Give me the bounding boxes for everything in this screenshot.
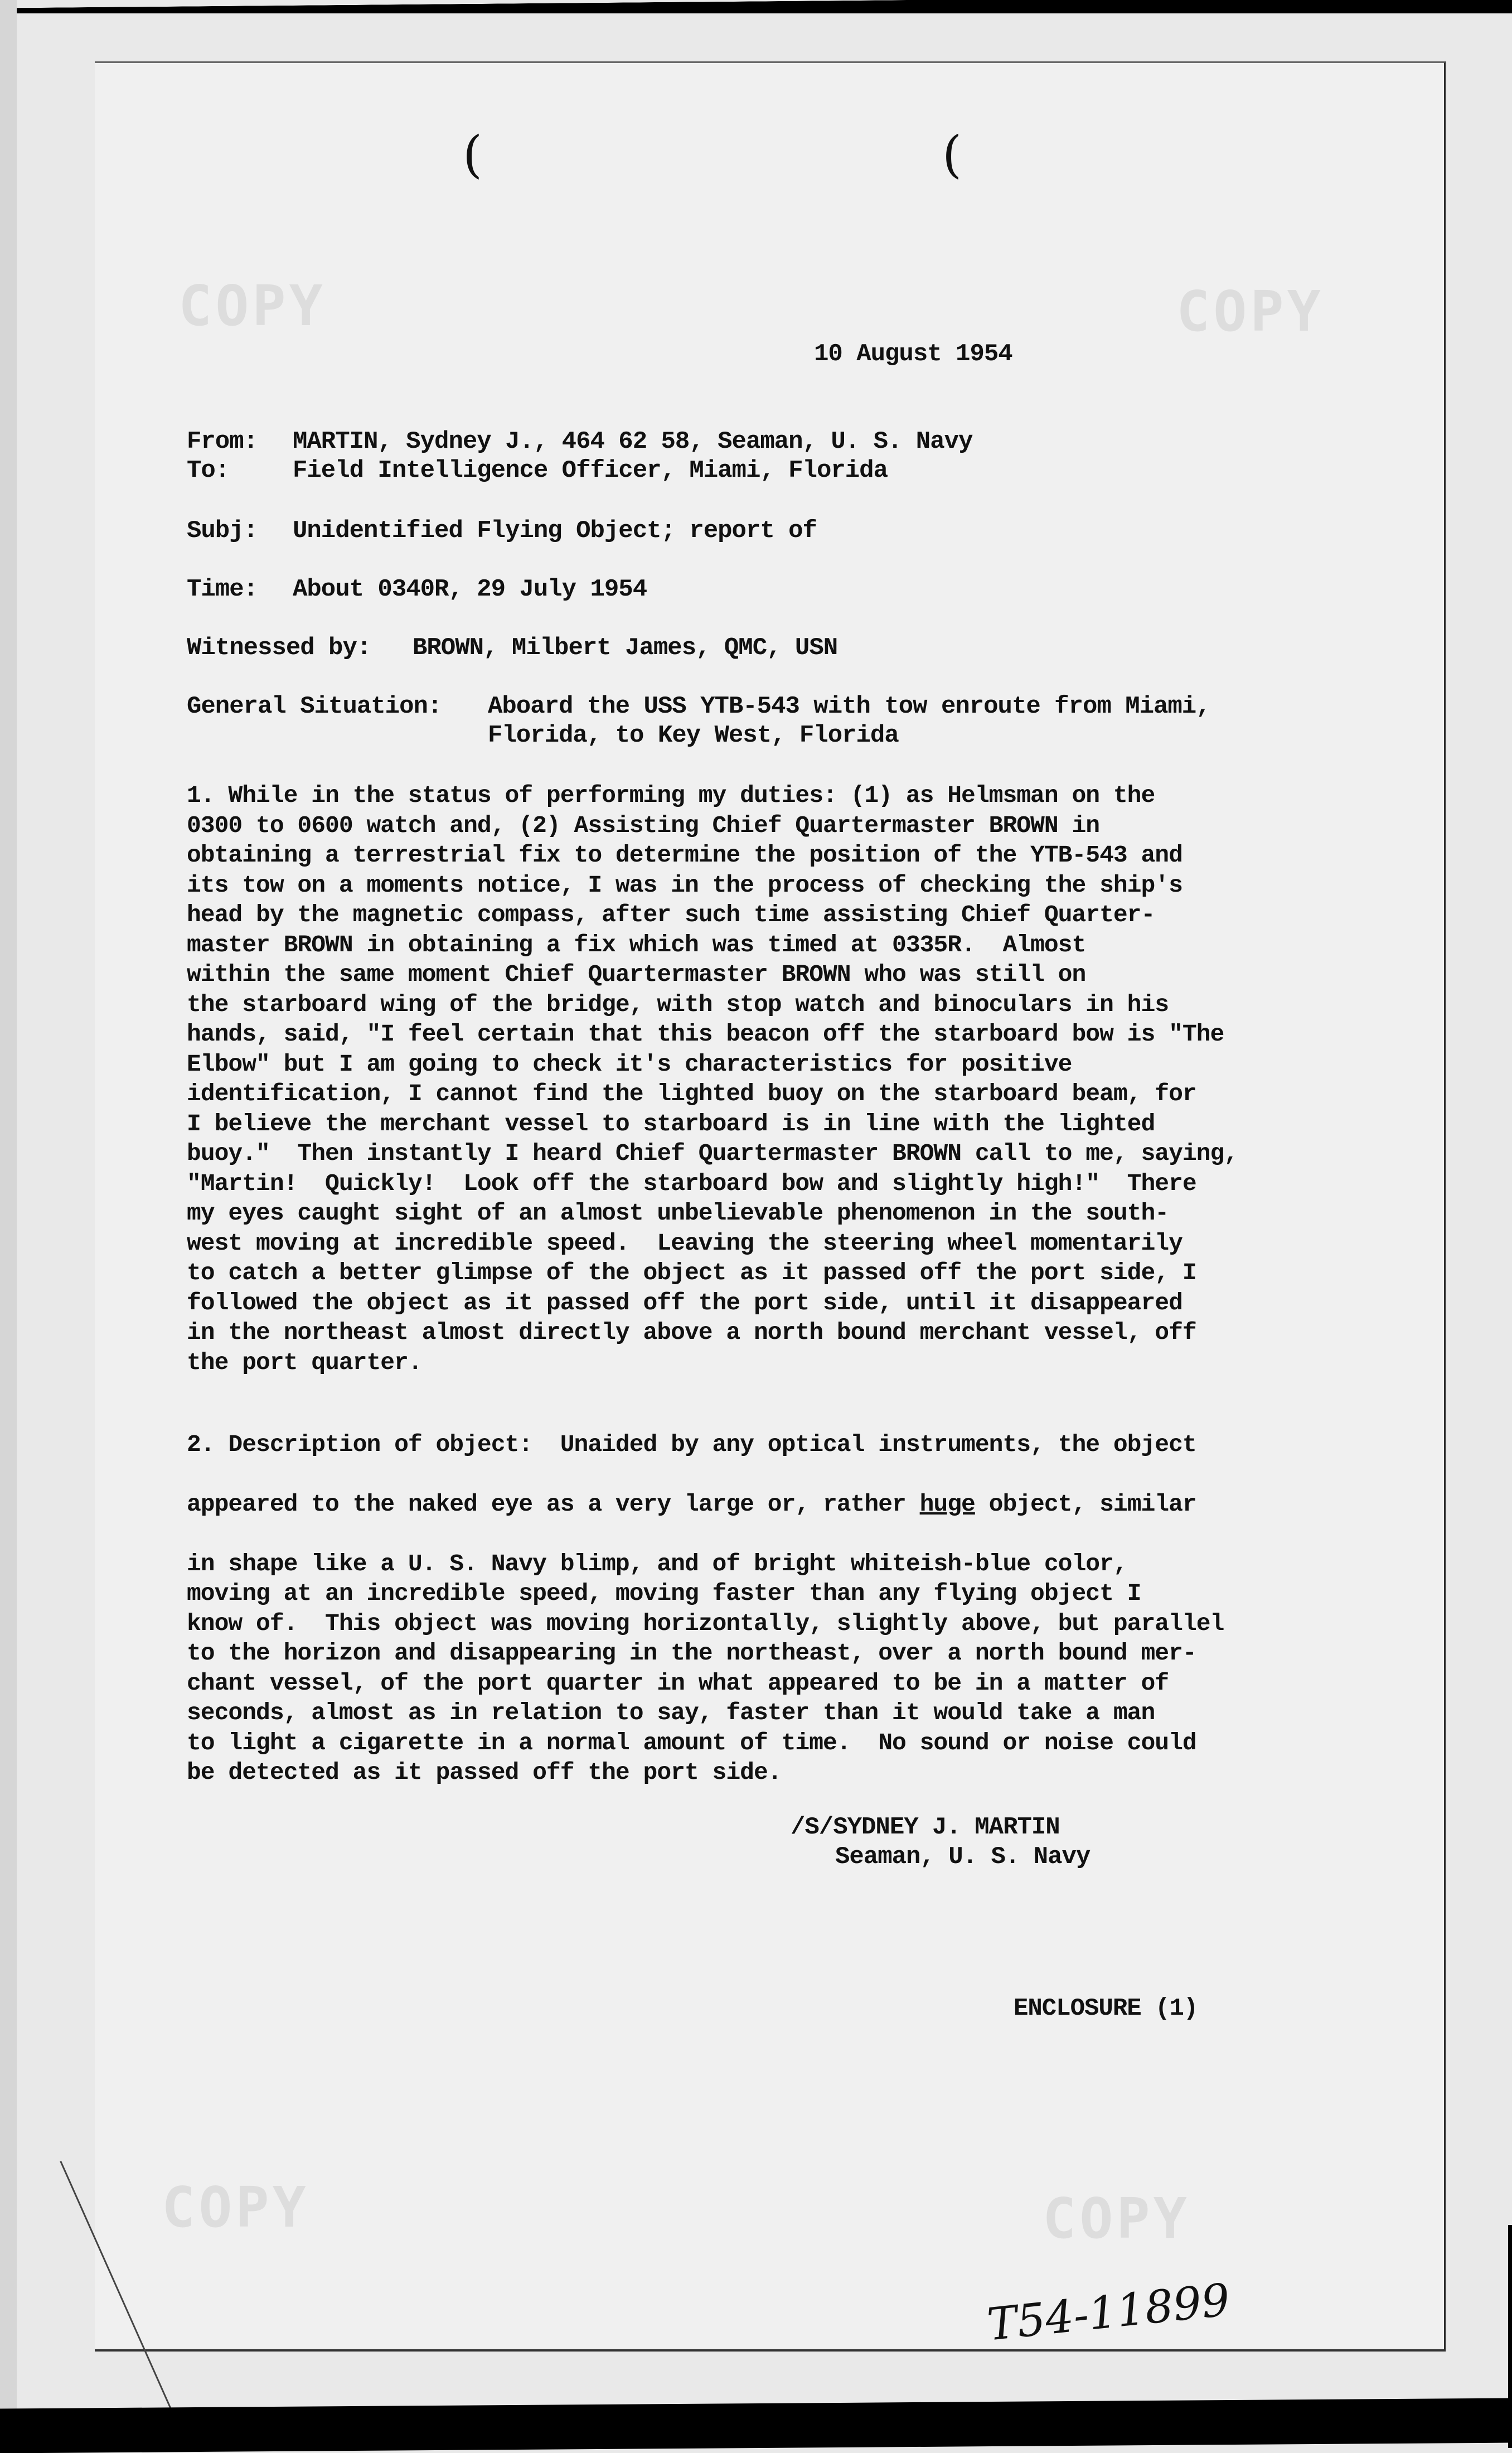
paragraph-1-line: within the same moment Chief Quartermaster BROWN who was still on (187, 961, 1086, 988)
scan-left-edge (0, 0, 17, 2448)
paragraph-2-rest (187, 1549, 1224, 1788)
paragraph-1-line: identification, I cannot find the lighted buoy on the starboard beam, for (187, 1080, 1196, 1107)
subject-label: Subj: (187, 517, 258, 545)
paragraph-2-line: in shape like a U. S. Navy blimp, and of bright whiteish-blue color, (187, 1550, 1127, 1578)
document-date: 10 August 1954 (814, 340, 1012, 368)
handwritten-file-number: T54-11899 (985, 2273, 1233, 2351)
from-line (187, 427, 972, 457)
paragraph-1-line: to catch a better glimpse of the object as it passed off the port side, I (187, 1259, 1196, 1286)
situation-value-line-2: Florida, to Key West, Florida (488, 722, 899, 749)
to-line (187, 456, 888, 486)
paragraph-2-line: chant vessel, of the port quarter in what appeared to be in a matter of (187, 1669, 1169, 1697)
paragraph-1-line: I believe the merchant vessel to starboard is in line with the lighted (187, 1110, 1155, 1138)
time-line (187, 574, 647, 604)
paragraph-2-line: to the horizon and disappearing in the northeast, over a north bound mer- (187, 1639, 1196, 1667)
witness-label: Witnessed by: (187, 634, 371, 662)
paragraph-2-line: seconds, almost as in relation to say, faster than it would take a man (187, 1699, 1155, 1726)
scan-bottom-border (0, 2398, 1512, 2453)
from-value: MARTIN, Sydney J., 464 62 58, Seaman, U. S. Navy (293, 428, 973, 456)
paragraph-2-line: know of. This object was moving horizontally, slightly above, but parallel (187, 1609, 1224, 1637)
paragraph-2-line: moving at an incredible speed, moving faster than any flying object I (187, 1580, 1141, 1607)
subject-value: Unidentified Flying Object; report of (293, 517, 817, 545)
situation-value-line-1: Aboard the USS YTB-543 with tow enroute from Miami, (488, 693, 1210, 720)
paragraph-1-line: my eyes caught sight of an almost unbelievable phenomenon in the south- (187, 1199, 1169, 1227)
paragraph-1-line: head by the magnetic compass, after such time assisting Chief Quarter- (187, 901, 1155, 928)
copy-watermark: COPY (1043, 2186, 1190, 2251)
paragraph-2-text: object, similar (975, 1490, 1196, 1518)
scan-right-border (1508, 2225, 1512, 2448)
enclosure-label: ENCLOSURE (1) (1014, 1995, 1198, 2023)
binder-hole-mark-right: ( (942, 125, 962, 184)
paragraph-1-line: "Martin! Quickly! Look off the starboard bow and slightly high!" There (187, 1169, 1196, 1197)
paragraph-2-line (187, 1489, 1224, 1520)
paragraph-1-line: west moving at incredible speed. Leaving the steering wheel momentarily (187, 1229, 1183, 1257)
scan-top-border (0, 0, 1512, 13)
copy-watermark: COPY (162, 2175, 309, 2240)
signature-name: /S/SYDNEY J. MARTIN (791, 1813, 1060, 1841)
witness-value: BROWN, Milbert James, QMC, USN (413, 634, 838, 662)
paragraph-1-line: hands, said, "I feel certain that this beacon off the starboard bow is "The (187, 1020, 1224, 1048)
paragraph-2-text: appeared to the naked eye as a very large or, rather (187, 1490, 920, 1518)
paragraph-1-line: the port quarter. (187, 1348, 422, 1376)
from-label: From: (187, 428, 258, 456)
paragraph-1-line: Elbow" but I am going to check it's characteristics for positive (187, 1050, 1072, 1078)
paragraph-1-line: master BROWN in obtaining a fix which was timed at 0335R. Almost (187, 931, 1086, 959)
paragraph-1-line: the starboard wing of the bridge, with stop watch and binoculars in his (187, 990, 1169, 1018)
to-label: To: (187, 457, 230, 485)
paragraph-1-line: in the northeast almost directly above a north bound merchant vessel, off (187, 1319, 1196, 1346)
paragraph-1-line: followed the object as it passed off the port side, until it disappeared (187, 1289, 1183, 1317)
signature-title: Seaman, U. S. Navy (835, 1843, 1091, 1871)
binder-hole-mark-left: ( (463, 125, 483, 184)
paragraph-1-line: obtaining a terrestrial fix to determine the position of the YTB-543 and (187, 841, 1183, 869)
paragraph-1-line: 0300 to 0600 watch and, (2) Assisting Chief Quartermaster BROWN in (187, 811, 1100, 839)
to-value: Field Intelligence Officer, Miami, Florida (293, 457, 888, 485)
subject-line (187, 516, 817, 546)
paragraph-2 (187, 1400, 1224, 1817)
underlined-word: huge (919, 1490, 975, 1518)
paragraph-2-line: be detected as it passed off the port side. (187, 1759, 782, 1786)
time-label: Time: (187, 575, 258, 603)
situation-line (187, 691, 1210, 722)
paragraph-1-line: its tow on a moments notice, I was in the process of checking the ship's (187, 871, 1183, 899)
paragraph-2-line: to light a cigarette in a normal amount of time. No sound or noise could (187, 1729, 1196, 1757)
copy-watermark: COPY (178, 273, 326, 338)
copy-watermark: COPY (1176, 279, 1324, 344)
time-value: About 0340R, 29 July 1954 (293, 575, 647, 603)
situation-label: General Situation: (187, 693, 442, 720)
paragraph-1 (187, 781, 1238, 1377)
paragraph-1-line: buoy." Then instantly I heard Chief Quartermaster BROWN call to me, saying, (187, 1140, 1238, 1167)
paragraph-1-line: 1. While in the status of performing my duties: (1) as Helmsman on the (187, 782, 1155, 809)
paragraph-2-line: 2. Description of object: Unaided by any optical instruments, the object (187, 1430, 1196, 1458)
witness-line (187, 633, 837, 663)
